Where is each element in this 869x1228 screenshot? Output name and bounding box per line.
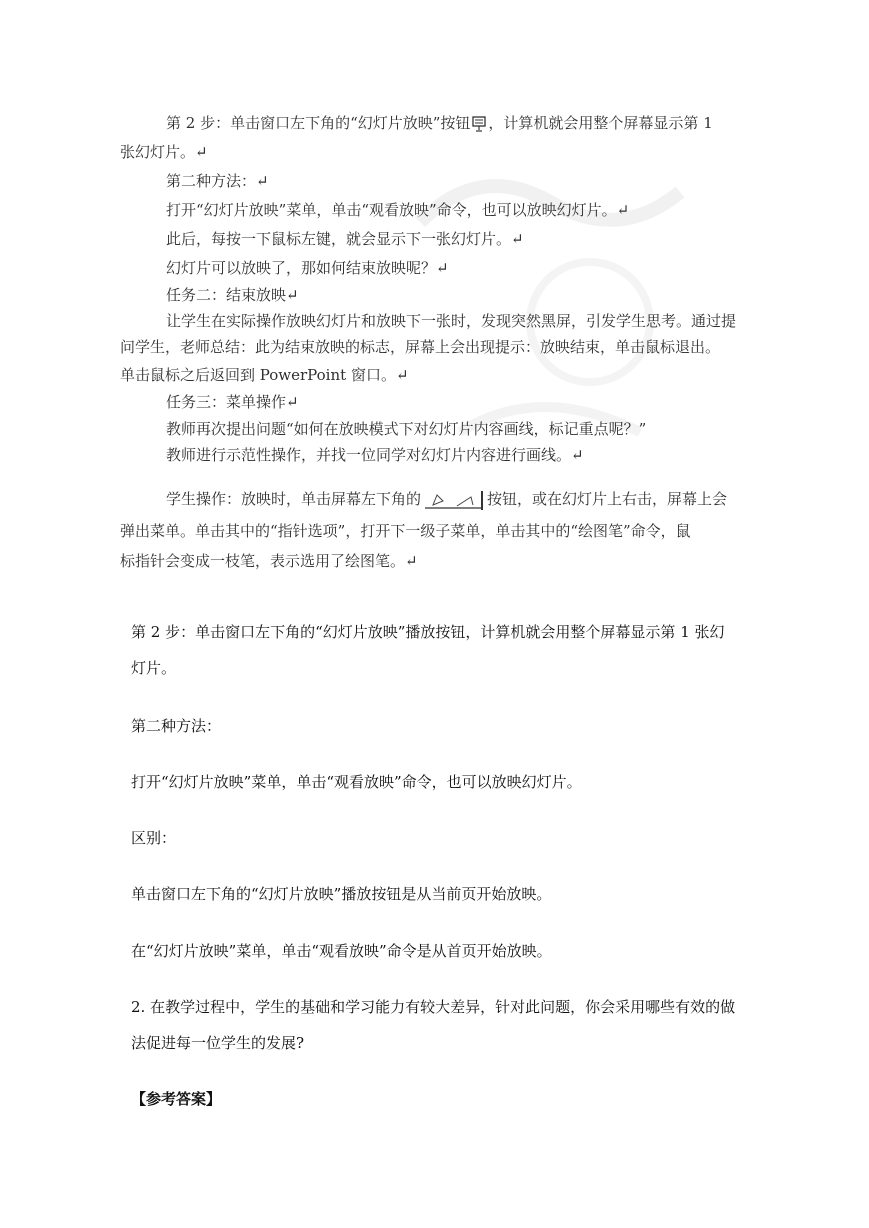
scan-line-3: 第二种方法：↵	[166, 172, 269, 190]
difference-heading: 区别：	[131, 829, 177, 847]
pen-toolbar-button-icon	[423, 489, 485, 511]
method2-heading: 第二种方法：	[131, 717, 222, 735]
question2-line-2: 法促进每一位学生的发展?	[131, 1034, 305, 1052]
question2-line-1: 2. 在教学过程中，学生的基础和学习能力有较大差异，针对此问题，你会采用哪些有效的做	[131, 998, 736, 1016]
scan-line-4: 打开“幻灯片放映”菜单，单击“观看放映”命令，也可以放映幻灯片。↵	[166, 201, 630, 219]
scan-line-11: 任务三：菜单操作↵	[166, 393, 299, 411]
scan-line-10: 单击鼠标之后返回到 PowerPoint 窗口。↵	[120, 366, 409, 384]
step2-line-2: 灯片。	[131, 659, 177, 677]
scan-line-15: 弹出菜单。单击其中的“指针选项”，打开下一级子菜单，单击其中的“绘图笔”命令，鼠	[120, 522, 691, 540]
scan-line-9: 问学生，老师总结：此为结束放映的标志，屏幕上会出现提示：放映结束，单击鼠标退出。	[120, 338, 721, 356]
difference-item-1: 单击窗口左下角的“幻灯片放映”播放按钮是从当前页开始放映。	[131, 885, 552, 903]
open-menu-paragraph: 打开“幻灯片放映”菜单，单击“观看放映”命令，也可以放映幻灯片。	[131, 773, 582, 791]
slideshow-button-icon	[472, 116, 486, 132]
scan-line-16: 标指针会变成一枝笔，表示选用了绘图笔。↵	[120, 552, 418, 570]
scan-line-7: 任务二：结束放映↵	[166, 286, 299, 304]
scan-line-8: 让学生在实际操作放映幻灯片和放映下一张时，发现突然黑屏，引发学生思考。通过提	[166, 312, 737, 330]
scan-line-6: 幻灯片可以放映了，那如何结束放映呢？↵	[166, 259, 449, 277]
answer-heading: 【参考答案】	[131, 1090, 222, 1108]
scan-line-2: 张幻灯片。↵	[120, 143, 208, 161]
step2-line-1: 第 2 步：单击窗口左下角的“幻灯片放映”播放按钮，计算机就会用整个屏幕显示第 1 张幻	[131, 623, 725, 641]
scan-line-13: 教师进行示范性操作，并找一位同学对幻灯片内容进行画线。↵	[166, 446, 584, 464]
scan-line-5: 此后，每按一下鼠标左键，就会显示下一张幻灯片。↵	[166, 230, 524, 248]
scan-line-12: 教师再次提出问题“如何在放映模式下对幻灯片内容画线，标记重点呢？”	[166, 420, 647, 438]
scan-line-1: 第 2 步：单击窗口左下角的“幻灯片放映”按钮 ，计算机就会用整个屏幕显示第 1	[166, 114, 713, 132]
scan-line-14: 学生操作：放映时，单击屏幕左下角的 按钮，或在幻灯片上右击，屏幕上会	[120, 484, 727, 514]
difference-item-2: 在“幻灯片放映”菜单，单击“观看放映”命令是从首页开始放映。	[131, 942, 552, 960]
scanned-excerpt	[120, 102, 750, 590]
